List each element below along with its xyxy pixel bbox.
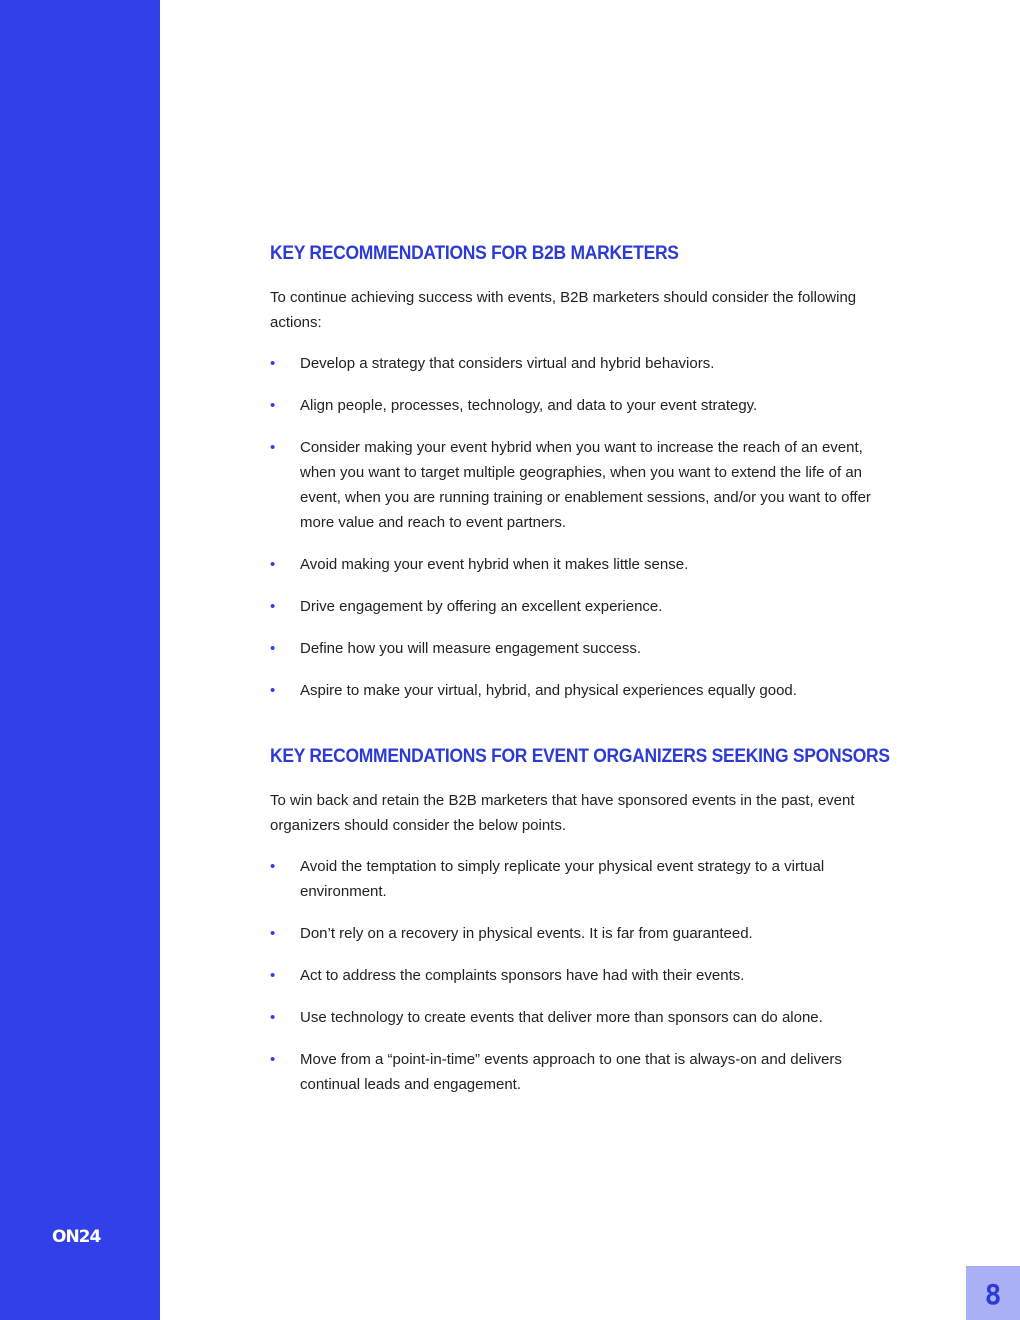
list-item bbox=[270, 678, 880, 703]
list-item-text: Avoid making your event hybrid when it makes little sense. bbox=[300, 556, 689, 573]
bullet-icon: • bbox=[270, 682, 276, 699]
bullet-icon: • bbox=[270, 1051, 276, 1068]
list-item bbox=[270, 351, 880, 376]
bullet-icon: • bbox=[270, 925, 276, 942]
section-intro: To win back and retain the B2B marketers that have sponsored events in the past, event organizers should consider the below points. bbox=[270, 792, 855, 834]
list-item bbox=[270, 854, 880, 904]
section-heading: KEY RECOMMENDATIONS FOR EVENT ORGANIZERS SEEKING SPONSORS bbox=[270, 746, 890, 767]
bullet-icon: • bbox=[270, 439, 276, 456]
list-item bbox=[270, 963, 880, 988]
bullet-icon: • bbox=[270, 355, 276, 372]
list-item-text: Act to address the complaints sponsors have had with their events. bbox=[300, 967, 745, 984]
sidebar-band bbox=[0, 0, 160, 1320]
list-item-text: Align people, processes, technology, and data to your event strategy. bbox=[300, 397, 758, 414]
recommendation-list bbox=[270, 854, 880, 1097]
on24-logo: ON24 bbox=[52, 1227, 101, 1247]
page-number: 8 bbox=[984, 1278, 1002, 1311]
section-event-organizers bbox=[270, 743, 890, 1097]
list-item bbox=[270, 1047, 880, 1097]
bullet-icon: • bbox=[270, 598, 276, 615]
list-item-text: Consider making your event hybrid when you want to increase the reach of an event, when you want to target multiple geographies, when you want to extend the life of an event, when you are running training or enablement sessions, and/or you want to offer more value and reach to event partners. bbox=[300, 439, 871, 531]
list-item-text: Define how you will measure engagement success. bbox=[300, 640, 642, 657]
list-item bbox=[270, 1005, 880, 1030]
list-item-text: Drive engagement by offering an excellent experience. bbox=[300, 598, 663, 615]
list-item bbox=[270, 393, 880, 418]
list-item-text: Don’t rely on a recovery in physical events. It is far from guaranteed. bbox=[300, 925, 753, 942]
list-item-text: Develop a strategy that considers virtual and hybrid behaviors. bbox=[300, 355, 715, 372]
list-item bbox=[270, 435, 880, 535]
section-intro: To continue achieving success with events, B2B marketers should consider the following actions: bbox=[270, 289, 857, 331]
list-item bbox=[270, 594, 880, 619]
list-item bbox=[270, 552, 880, 577]
bullet-icon: • bbox=[270, 397, 276, 414]
bullet-icon: • bbox=[270, 640, 276, 657]
list-item-text: Aspire to make your virtual, hybrid, and physical experiences equally good. bbox=[300, 682, 797, 699]
section-b2b-marketers bbox=[270, 240, 880, 703]
list-item-text: Use technology to create events that deliver more than sponsors can do alone. bbox=[300, 1009, 823, 1026]
main-content bbox=[270, 240, 890, 1097]
bullet-icon: • bbox=[270, 556, 276, 573]
list-item-text: Avoid the temptation to simply replicate your physical event strategy to a virtual environment. bbox=[300, 858, 825, 900]
page-number-box bbox=[966, 1266, 1020, 1320]
list-item bbox=[270, 921, 880, 946]
section-heading: KEY RECOMMENDATIONS FOR B2B MARKETERS bbox=[270, 243, 679, 264]
bullet-icon: • bbox=[270, 967, 276, 984]
recommendation-list bbox=[270, 351, 880, 703]
bullet-icon: • bbox=[270, 858, 276, 875]
bullet-icon: • bbox=[270, 1009, 276, 1026]
list-item bbox=[270, 636, 880, 661]
list-item-text: Move from a “point-in-time” events approach to one that is always-on and delivers continual leads and engagement. bbox=[300, 1051, 842, 1093]
